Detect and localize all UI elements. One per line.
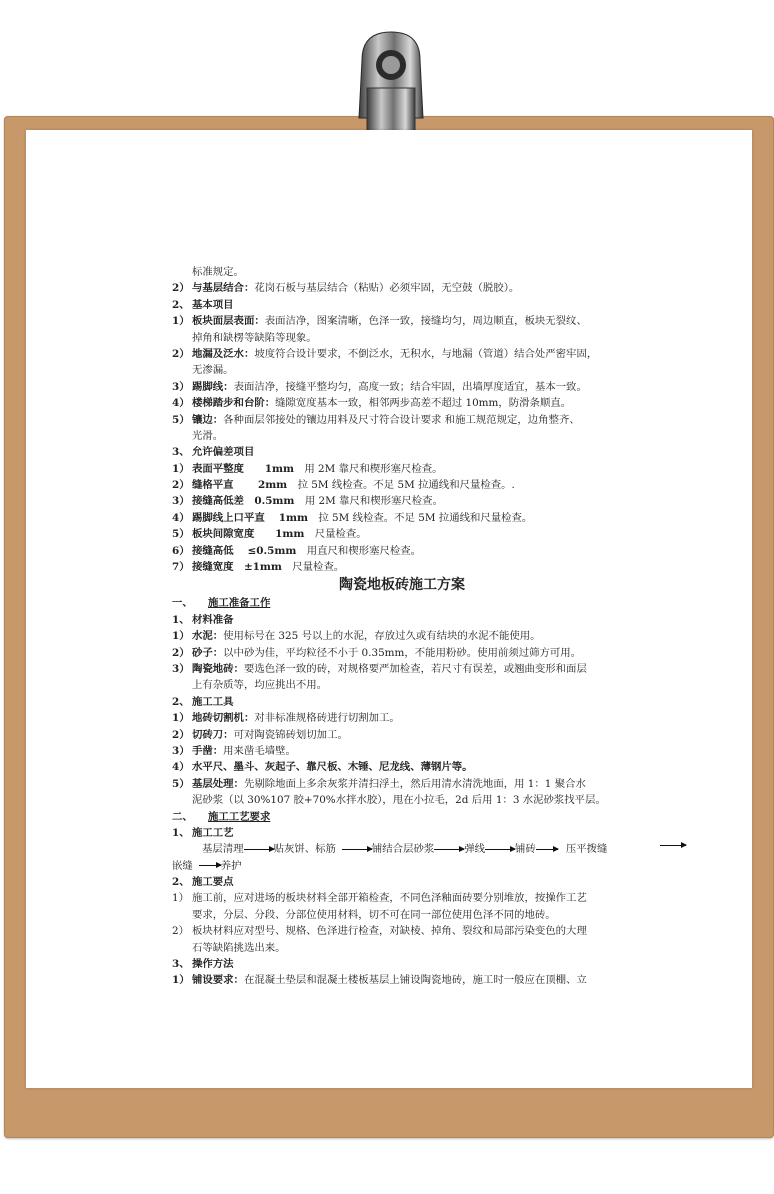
item-number: 7） — [172, 561, 190, 574]
item-number: 3） — [172, 495, 190, 508]
line-text: 表面洁净，接缝平整均匀，高度一致；结合牢固，出墙厚度适宜，基本一致。 — [233, 380, 587, 393]
line-text: 要选色泽一致的砖，对规格要严加检查，若尺寸有误差，或翘曲变形和面层 — [243, 662, 587, 675]
item-label: 铺设要求： — [192, 974, 244, 987]
item-number: 3） — [172, 744, 190, 757]
item-label: 接缝高低 ≤0.5mm — [192, 544, 307, 557]
text-line — [172, 809, 612, 825]
item-label: 接缝宽度 ±1mm — [192, 561, 293, 574]
document-title: 陶瓷地板砖施工方案 — [339, 577, 465, 594]
item-number: 5） — [172, 528, 190, 541]
line-text: 表面洁净，图案清晰，色泽一致，接缝均匀，周边顺直，板块无裂纹、 — [264, 315, 587, 328]
line-text: 石等缺陷挑选出来。 — [192, 941, 286, 954]
item-number: 2） — [172, 646, 190, 659]
text-line — [172, 759, 612, 775]
text-line — [172, 792, 612, 808]
line-text: 对非标准规格砖进行切割加工。 — [254, 712, 400, 725]
line-text: 用 2M 靠尺和楔形塞尺检查。 — [304, 462, 443, 475]
item-label: 砂子： — [192, 646, 224, 659]
arrow-right-icon — [199, 865, 221, 866]
item-label: 板块间隙宽度 1mm — [192, 528, 315, 541]
text-line — [172, 956, 612, 972]
document-text — [172, 264, 612, 989]
text-line — [172, 612, 612, 628]
line-text: 缝隙宽度基本一致，相邻两步高差不超过 10mm，防滑条顺直。 — [275, 397, 572, 410]
line-text: 无渗漏。 — [192, 364, 234, 377]
item-label: 地漏及泛水： — [192, 347, 255, 360]
line-text: 拉 5M 线检查。不足 5M 拉通线和尺量检查。 — [318, 511, 533, 524]
text-line — [172, 645, 612, 661]
process-step: 铺砖 — [515, 843, 536, 856]
section-standards — [172, 264, 612, 575]
process-flow — [172, 841, 612, 857]
section-number: 一、 — [172, 597, 193, 610]
item-number: 1） — [172, 630, 190, 643]
process-step: 铺结合层砂浆 — [371, 843, 435, 856]
line-text: 以中砂为佳，平均粒径不小于 0.35mm，不能用粉砂。使用前须过筛方可用。 — [223, 646, 582, 659]
text-line — [172, 776, 612, 792]
item-number: 2） — [172, 925, 190, 938]
item-number: 5） — [172, 413, 190, 426]
item-number: 1） — [172, 315, 190, 328]
text-line — [172, 493, 612, 509]
item-label: 踢脚线上口平直 1mm — [192, 511, 319, 524]
arrow-right-icon — [342, 849, 372, 850]
section-preparation — [172, 595, 612, 841]
line-text: 上有杂质等，均应挑出不用。 — [192, 679, 328, 692]
text-line — [172, 595, 612, 611]
item-number: 6） — [172, 544, 190, 557]
subsection-heading: 基本项目 — [192, 298, 234, 311]
text-line — [172, 297, 612, 313]
item-number: 2） — [172, 282, 190, 295]
line-text: 板块材料应对型号、规格、色泽进行检查，对缺棱、掉角、裂纹和局部污染变色的大理 — [192, 925, 587, 938]
item-label: 陶瓷地砖： — [192, 662, 244, 675]
item-number: 3） — [172, 662, 190, 675]
item-label: 镶边： — [192, 413, 224, 426]
text-line — [172, 890, 612, 906]
item-number: 4） — [172, 511, 190, 524]
text-line — [172, 461, 612, 477]
item-label: 缝格平直 2mm — [192, 479, 298, 492]
item-label: 楼梯踏步和台阶： — [192, 397, 276, 410]
item-number: 4） — [172, 397, 190, 410]
text-line — [172, 543, 612, 559]
subsection-heading: 施工工具 — [192, 695, 234, 708]
text-line — [172, 444, 612, 460]
text-line — [172, 874, 612, 890]
section-process — [172, 874, 612, 989]
text-line — [172, 395, 612, 411]
item-number: 2、 — [172, 695, 190, 708]
line-text: 花岗石板与基层结合（粘贴）必须牢固，无空鼓（脱胶）。 — [254, 282, 520, 295]
item-label: 踢脚线： — [192, 380, 234, 393]
line-text: 可对陶瓷锦砖划切加工。 — [233, 728, 348, 741]
item-number: 2、 — [172, 298, 190, 311]
process-step: 养护 — [220, 859, 242, 872]
item-number: 3、 — [172, 958, 190, 971]
item-number: 3、 — [172, 446, 190, 459]
line-text: 尺量检查。 — [314, 528, 367, 541]
text-line — [172, 510, 612, 526]
process-flow-wrap — [172, 858, 612, 874]
arrow-right-icon — [244, 849, 274, 850]
text-line — [172, 677, 612, 693]
arrow-right-icon — [485, 849, 515, 850]
item-label: 表面平整度 1mm — [192, 462, 305, 475]
process-step: 基层清理 — [202, 843, 244, 856]
text-line — [172, 428, 612, 444]
item-number: 2） — [172, 347, 190, 360]
text-line — [172, 628, 612, 644]
line-text: 坡度符合设计要求，不倒泛水，无积水，与地漏（管道）结合处严密牢固， — [254, 347, 598, 360]
item-number: 4） — [172, 761, 190, 774]
text-line — [172, 264, 612, 280]
text-line — [172, 346, 612, 362]
line-text: 标准规定。 — [192, 266, 244, 278]
item-number: 2） — [172, 728, 190, 741]
text-line — [172, 972, 612, 988]
subsection-heading: 施工要点 — [192, 876, 234, 889]
text-line — [172, 907, 612, 923]
item-label: 手凿： — [192, 744, 224, 757]
item-label: 基层处理： — [192, 777, 244, 790]
line-text: 用 2M 靠尺和楔形塞尺检查。 — [304, 495, 443, 508]
line-text: 拉 5M 线检查。不足 5M 拉通线和尺量检查。. — [297, 479, 515, 492]
line-text: 要求，分层、分段、分部位使用材料，切不可在同一部位使用色泽不同的地砖。 — [192, 908, 556, 921]
item-label: 板块面层表面： — [192, 315, 265, 328]
item-number: 1） — [172, 892, 190, 905]
item-label: 与基层结合： — [192, 282, 255, 295]
line-text: 掉角和缺楞等缺陷等现象。 — [192, 331, 317, 344]
text-line — [172, 825, 612, 841]
text-line — [172, 280, 612, 296]
line-text: 使用标号在 325 号以上的水泥，存放过久或有结块的水泥不能使用。 — [223, 630, 541, 643]
subsection-heading: 材料准备 — [192, 613, 234, 626]
item-number: 1） — [172, 974, 190, 987]
text-line — [172, 477, 612, 493]
text-line — [172, 313, 612, 329]
line-text: 施工前，应对进场的板块材料全部开箱检查，不同色泽釉面砖要分别堆放，按操作工艺 — [192, 892, 587, 905]
text-line — [172, 330, 612, 346]
line-text: 各种面层邻接处的镶边用料及尺寸符合设计要求 和施工规范规定，边角整齐、 — [223, 413, 580, 426]
item-number: 3） — [172, 380, 190, 393]
line-text: 先剔除地面上多余灰浆并清扫浮土，然后用清水清洗地面，用 1：1 聚合水 — [243, 777, 586, 790]
section-number: 二、 — [172, 810, 193, 823]
text-line — [172, 559, 612, 575]
section-heading: 施工工艺要求 — [208, 810, 271, 823]
line-text: 用直尺和楔形塞尺检查。 — [306, 544, 422, 557]
item-number: 2） — [172, 479, 190, 492]
text-line — [172, 743, 612, 759]
process-step: 弹线 — [464, 843, 486, 856]
text-line — [172, 727, 612, 743]
line-text: 在混凝土垫层和混凝土楼板基层上铺设陶瓷地砖，施工时一般应在顶棚、立 — [243, 974, 587, 987]
text-line — [172, 694, 612, 710]
process-step: 压平拨缝 — [565, 843, 608, 856]
arrow-right-icon — [660, 845, 686, 846]
item-label: 接缝高低差 0.5mm — [192, 495, 305, 508]
text-line — [172, 940, 612, 956]
arrow-right-icon — [434, 849, 464, 850]
item-number: 1） — [172, 462, 190, 475]
section-heading: 施工准备工作 — [208, 597, 271, 610]
text-line — [172, 412, 612, 428]
line-text: 尺量检查。 — [292, 561, 345, 574]
arrow-right-icon — [536, 849, 558, 850]
process-step: 贴灰饼、标筋 — [273, 843, 336, 856]
item-label: 水泥： — [192, 630, 224, 643]
item-label: 水平尺、墨斗、灰起子、靠尺板、木锤、尼龙线、薄钢片等。 — [192, 761, 473, 774]
text-line — [172, 379, 612, 395]
item-label: 切砖刀： — [192, 728, 234, 741]
text-line — [172, 710, 612, 726]
item-number: 1） — [172, 712, 190, 725]
text-line — [172, 362, 612, 378]
line-text: 光滑。 — [192, 429, 224, 442]
line-text: 用来凿毛墙壁。 — [223, 744, 296, 757]
item-number: 1、 — [172, 826, 190, 839]
item-number: 5） — [172, 777, 190, 790]
subsection-heading: 施工工艺 — [192, 826, 234, 839]
subsection-heading: 允许偏差项目 — [192, 446, 255, 459]
text-line — [172, 923, 612, 939]
process-step: 嵌缝 — [172, 859, 193, 872]
text-line — [172, 526, 612, 542]
subsection-heading: 操作方法 — [192, 958, 234, 971]
text-line — [172, 661, 612, 677]
item-number: 2、 — [172, 876, 190, 889]
item-number: 1、 — [172, 613, 190, 626]
item-label: 地砖切割机： — [192, 712, 255, 725]
line-text: 泥砂浆（以 30%107 胶+70%水拌水胶），甩在小拉毛，2d 后用 1：3 水泥砂浆找平层。 — [192, 794, 606, 807]
